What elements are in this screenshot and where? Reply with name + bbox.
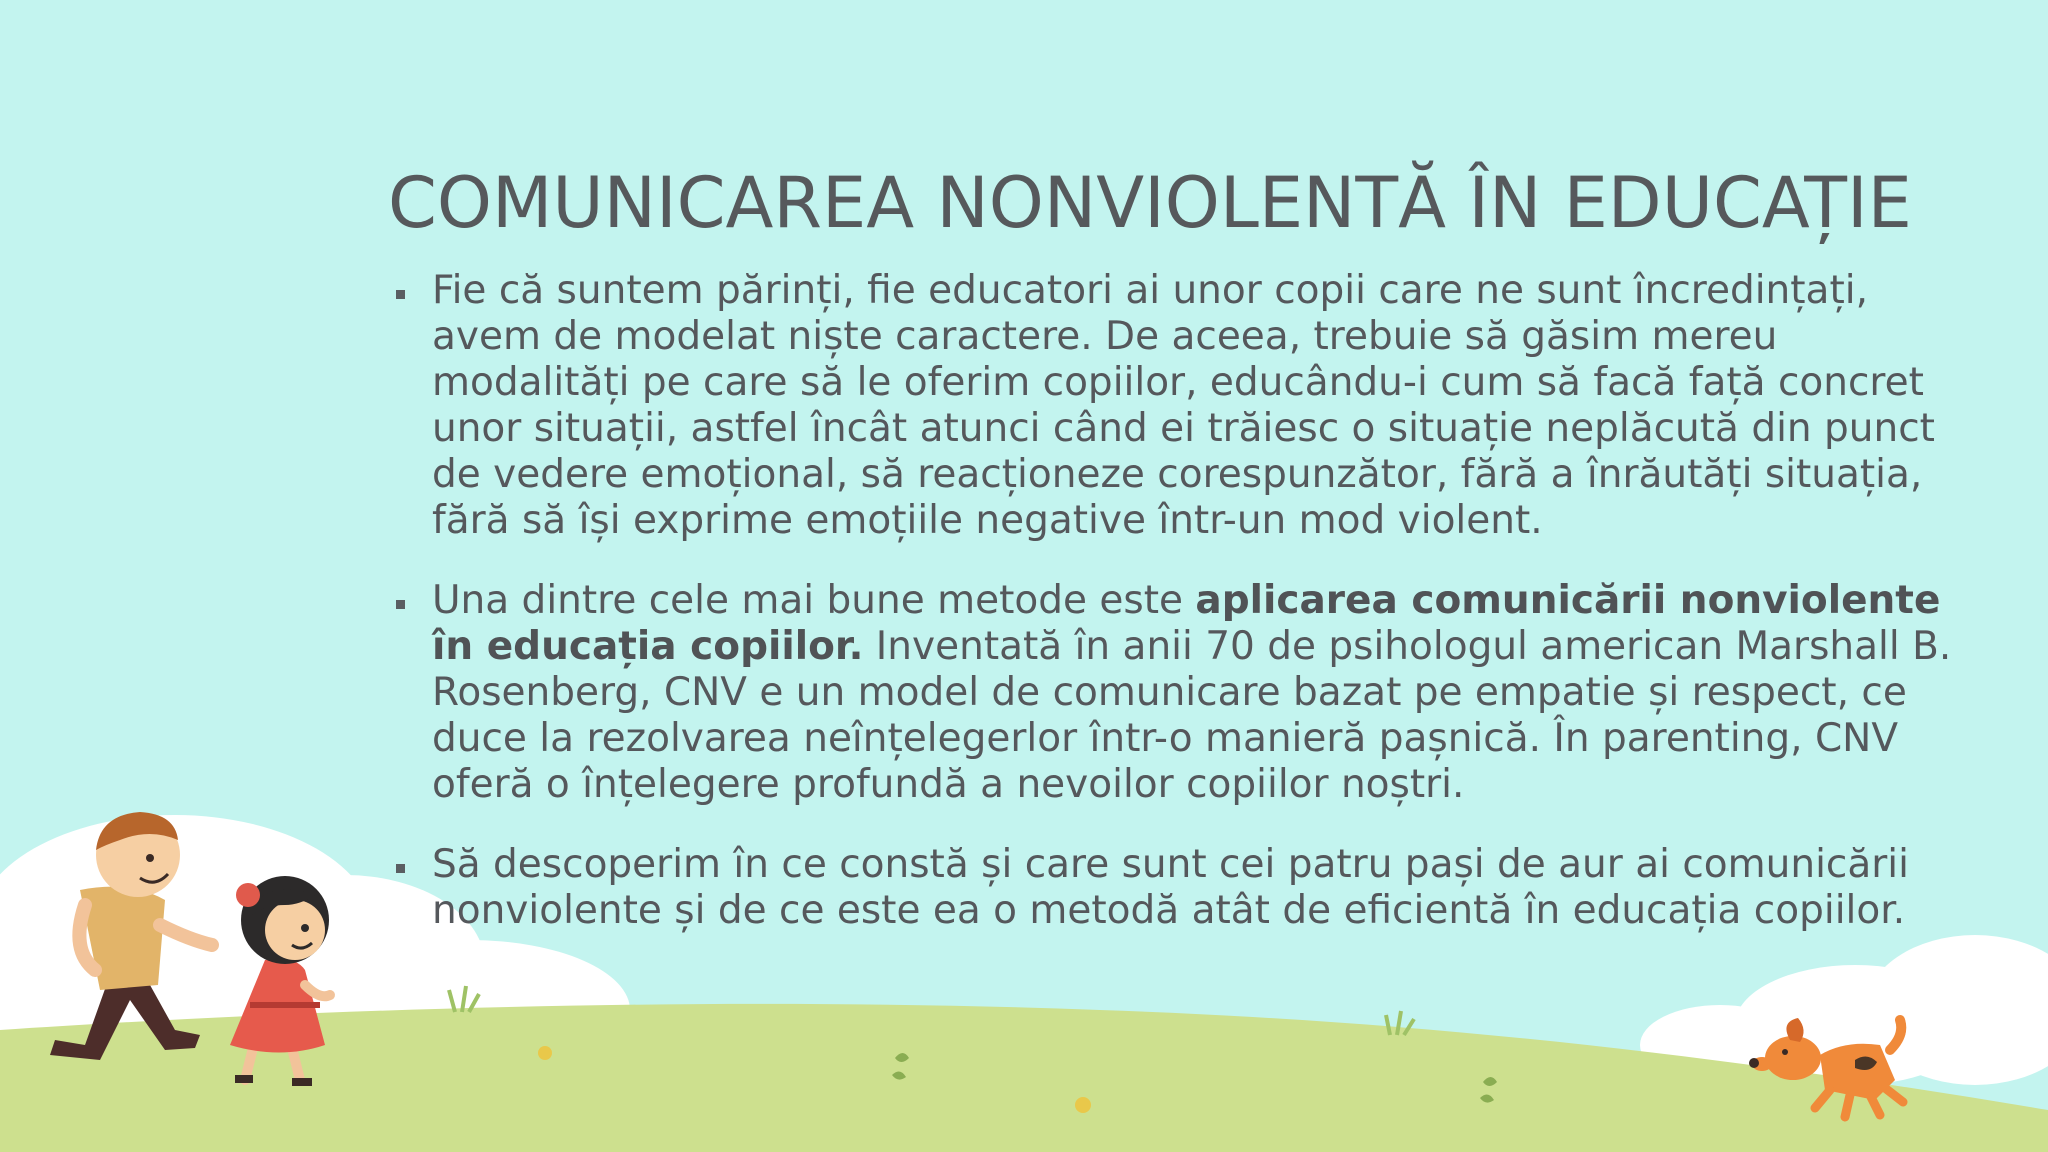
bullet-list (394, 268, 1954, 968)
bullet-marker (396, 864, 405, 873)
bullet-text-rest: Inventată în anii 70 de psihologul american Marshall B. Rosenberg, CNV e un model de comunicare bazat pe empatie și respect, ce duce la rezolvarea neînțelegerlor într-o manieră pașnică. În parenting, CNV oferă o înțelegere profundă a nevoilor copiilor noștri. (432, 624, 1952, 807)
bullet-item (394, 578, 1954, 808)
bullet-marker (396, 290, 405, 299)
bullet-marker (396, 600, 405, 609)
bullet-text-intro: Una dintre cele mai bune metode este (432, 578, 1196, 623)
bullet-item (394, 268, 1954, 544)
bullet-text-emphasis: aplicarea comunicării nonviolente în educația copiilor. (432, 578, 1941, 669)
bullet-text: Fie că suntem părinți, fie educatori ai unor copii care ne sunt încredințați, avem de modelat niște caractere. De aceea, trebuie să găsim mereu modalități pe care să le oferim copiilor, educându-i cum să facă față concret unor situații, astfel încât atunci când ei trăiesc o situație neplăcută din punct de vedere emoțional, să reacționeze corespunzător, fără a înrăutăți situația, fără să își exprime emoțiile negative într-un mod violent. (432, 268, 1935, 543)
bullet-item (394, 842, 1954, 934)
bullet-text (432, 578, 1954, 808)
slide-title: COMUNICAREA NONVIOLENTĂ ÎN EDUCAȚIE (388, 162, 1912, 244)
bullet-text: Să descoperim în ce constă și care sunt cei patru pași de aur ai comunicării nonviolente și de ce este ea o metodă atât de eficientă în educația copiilor. (432, 842, 1909, 933)
